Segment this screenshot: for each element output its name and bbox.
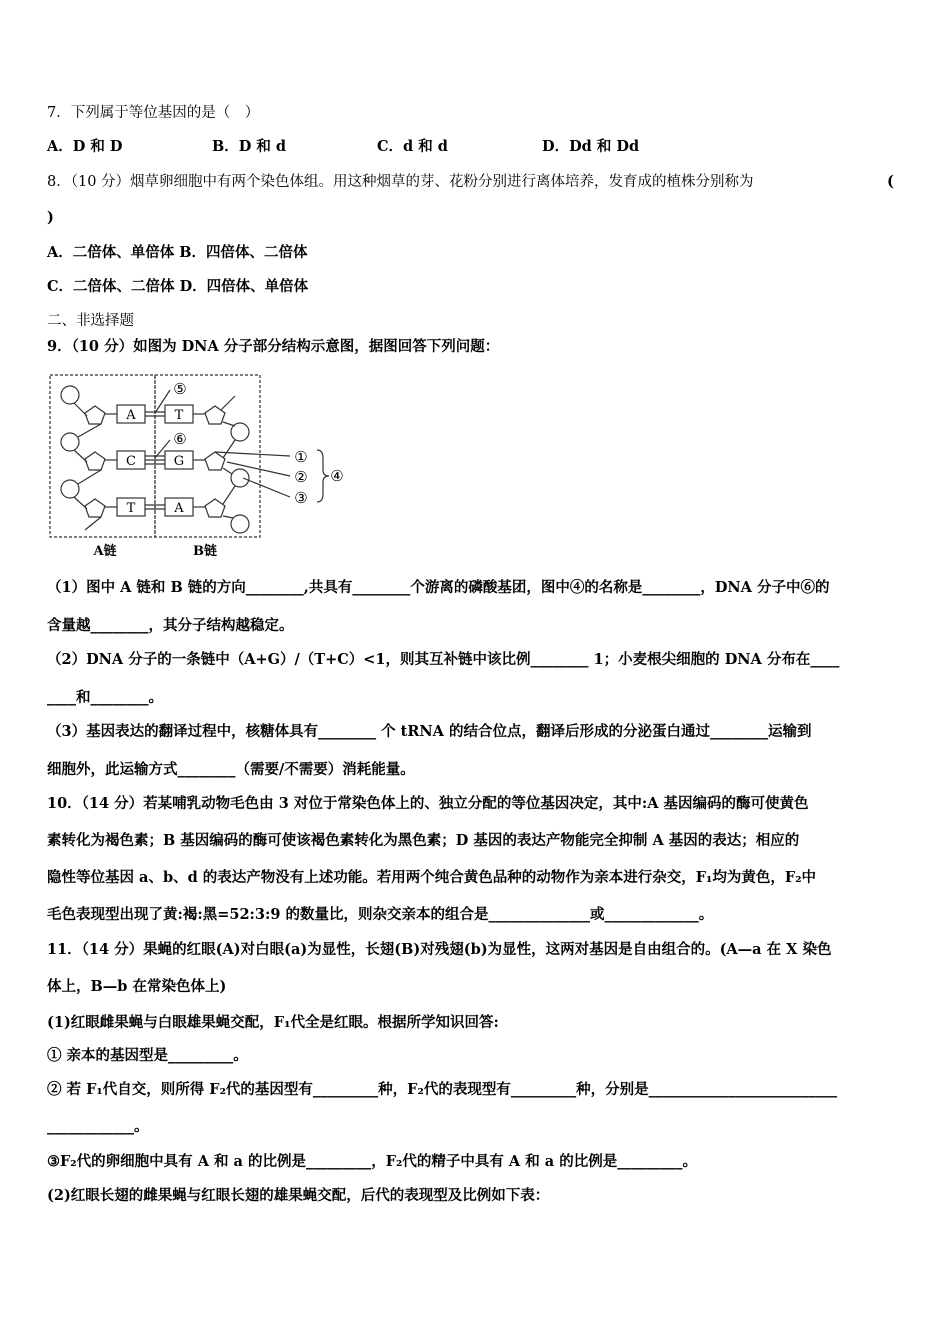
q8-paren-close: ) [47,209,54,226]
base-label: T [174,408,184,423]
q11-line2: 体上，B—b 在常染色体上) [47,978,227,995]
deoxyribose-icon [85,452,105,470]
deoxyribose-icon [205,452,225,470]
q10-line4: 毛色表现型出现了黄:褐:黑=52:3:9 的数量比，则杂交亲本的组合是______________或_____________。 [47,906,714,923]
phosphate-icon [61,433,79,451]
q11-line4: ① 亲本的基因型是_________。 [47,1047,248,1064]
phosphate-icon [231,515,249,533]
q9-part2-line1: （2）DNA 分子的一条链中（A+G）/（T+C）<1，则其互补链中该比例________ 1；小麦根尖细胞的 DNA 分布在____ [47,651,840,668]
deoxyribose-icon [85,499,105,517]
q11-line8: (2)红眼长翅的雌果蝇与红眼长翅的雄果蝇交配，后代的表现型及比例如下表： [47,1187,550,1204]
q8-stem-text: 8．（10 分）烟草卵细胞中有两个染色体组。用这种烟草的芽、花粉分别进行离体培养，发育成的植株分别称为 [47,174,754,190]
q7-option-b[interactable]: B．D 和 d [212,138,287,155]
chain-a-label: A链 [93,544,117,559]
callout-5: ⑤ [173,380,187,398]
dna-structure-diagram [45,370,350,562]
phosphate-icon [61,386,79,404]
q7-option-c[interactable]: C．d 和 d [377,138,448,155]
q11-line5: ② 若 F₁代自交，则所得 F₂代的基因型有_________种，F₂代的表现型有_________种，分别是__________________________ [47,1081,838,1098]
q10-line2: 素转化为褐色素；B 基因编码的酶可使该褐色素转化为黑色素；D 基因的表达产物能完全抑制 A 基因的表达；相应的 [47,832,800,849]
q11-line1: 11．（14 分）果蝇的红眼(A)对白眼(a)为显性，长翅(B)对残翅(b)为显性，这两对基因是自由组合的。(A—a 在 X 染色 [47,941,832,958]
deoxyribose-icon [85,406,105,424]
phosphate-icon [231,469,249,487]
q7-option-a[interactable]: A．D 和 D [47,138,123,155]
callout-4: ④ [330,467,344,485]
q8-options-row2[interactable]: C．二倍体、二倍体 D．四倍体、单倍体 [47,278,309,295]
chain-b-label: B链 [193,544,217,559]
base-label: C [126,454,136,469]
q7-option-d[interactable]: D．Dd 和 Dd [542,138,640,155]
q10-line3: 隐性等位基因 a、b、d 的表达产物没有上述功能。若用两个纯合黄色品种的动物作为亲本进行杂交，F₁均为黄色，F₂中 [47,869,817,886]
callout-3: ③ [294,489,308,507]
phosphate-icon [61,480,79,498]
q11-line3: (1)红眼雌果蝇与白眼雄果蝇交配，F₁代全是红眼。根据所学知识回答: [47,1014,499,1031]
q9-part3-line2: 细胞外，此运输方式________（需要/不需要）消耗能量。 [47,761,415,778]
q11-line6: ____________。 [47,1118,149,1135]
q7-stem: 7．下列属于等位基因的是（ ） [47,105,260,121]
q9-part2-line2: ____和________。 [47,689,163,706]
base-label: A [126,408,136,423]
section-title: 二、非选择题 [47,313,134,329]
q9-part1-line1: （1）图中 A 链和 B 链的方向________,共具有________个游离的磷酸基团，图中④的名称是________，DNA 分子中⑥的 [47,579,830,596]
q10-line1: 10．（14 分）若某哺乳动物毛色由 3 对位于常染色体上的、独立分配的等位基因决定，其中:A 基因编码的酶可使黄色 [47,795,809,812]
q8-paren-open: ( [887,173,894,190]
callout-1: ① [294,448,308,466]
q9-part3-line1: （3）基因表达的翻译过程中，核糖体具有________ 个 tRNA 的结合位点，翻译后形成的分泌蛋白通过________运输到 [47,723,812,740]
base-label: G [173,454,185,469]
callout-2: ② [294,468,308,486]
q9-part1-line2: 含量越________，其分子结构越稳定。 [47,617,294,634]
q9-stem: 9．（10 分）如图为 DNA 分子部分结构示意图，据图回答下列问题： [47,338,500,355]
q8-stem [47,172,907,192]
base-label: T [126,501,136,516]
q8-options-row1[interactable]: A．二倍体、单倍体 B．四倍体、二倍体 [47,244,308,261]
q11-line7: ③F₂代的卵细胞中具有 A 和 a 的比例是_________，F₂代的精子中具有 A 和 a 的比例是_________。 [47,1153,697,1170]
base-label: A [174,501,184,516]
deoxyribose-icon [205,499,225,517]
callout-6: ⑥ [173,430,187,448]
